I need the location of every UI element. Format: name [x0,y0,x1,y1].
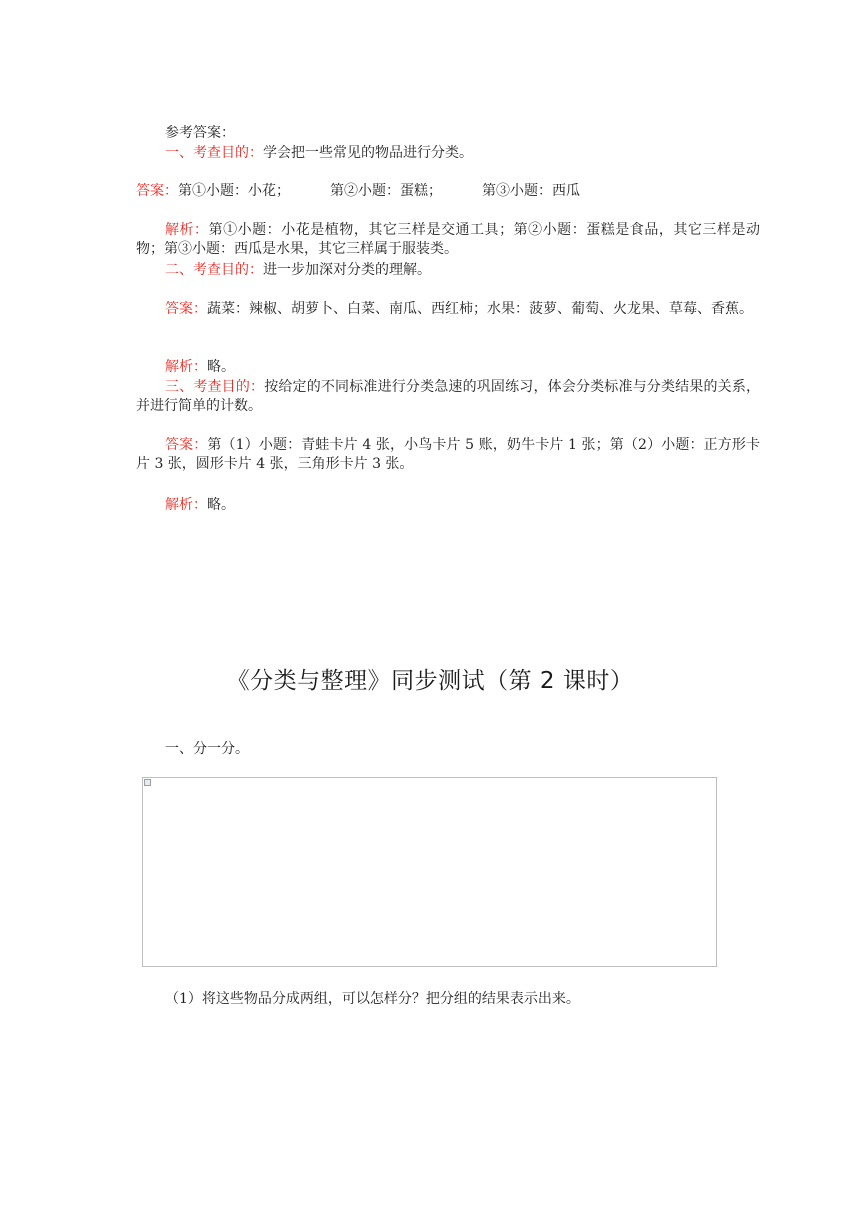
q3-answer [136,436,760,474]
q3-purpose [136,378,760,416]
q2-purpose-label: 考查目的： [193,262,263,278]
q3-analysis [165,496,789,515]
test-title: 《分类与整理》同步测试（第 2 课时） [226,668,634,694]
q1-purpose-label: 考查目的： [193,145,263,161]
q1-answer-part-3: 第③小题：西瓜 [482,183,580,199]
q1-analysis-label: 解析： [165,222,209,238]
q3-analysis-label: 解析： [165,497,207,513]
q3-answer-label: 答案： [165,437,208,453]
q2-answer-text: 蔬菜：辣椒、胡萝卜、白菜、南瓜、西红柿；水果：菠萝、葡萄、火龙果、草莓、香蕉。 [207,301,753,317]
q2-purpose-text: 进一步加深对分类的理解。 [263,262,431,278]
q1-answer-part-2: 第②小题：蛋糕； [330,183,442,199]
q2-analysis-label: 解析： [165,359,207,375]
answers-heading: 参考答案： [165,125,235,141]
q2-answer-label: 答案： [165,301,207,317]
items-image [142,777,717,967]
question-1: （1）将这些物品分成两组，可以怎样分？把分组的结果表示出来。 [165,991,580,1007]
q3-number: 三、 [165,379,194,395]
section-1-heading: 一、分一分。 [165,741,249,757]
q2-purpose [165,261,789,280]
q1-answer [136,182,760,201]
q3-analysis-text: 略。 [207,497,235,513]
broken-image-icon [144,779,151,786]
q2-analysis-text: 略。 [207,359,235,375]
q1-number: 一、 [165,145,193,161]
q1-analysis [136,221,760,259]
q2-number: 二、 [165,262,193,278]
q1-purpose-text: 学会把一些常见的物品进行分类。 [263,145,473,161]
q1-analysis-text: 第①小题：小花是植物，其它三样是交通工具；第②小题：蛋糕是食品，其它三样是动物；第③小题：西瓜是水果，其它三样属于服装类。 [136,222,761,257]
q3-answer-text: 第（1）小题：青蛙卡片 4 张，小鸟卡片 5 账，奶牛卡片 1 张；第（2）小题：正方形卡片 3 张，圆形卡片 4 张，三角形卡片 3 张。 [136,437,760,472]
q2-answer [136,300,760,319]
q1-answer-part-1: 第①小题：小花； [178,183,290,199]
q1-purpose [165,144,789,163]
q3-purpose-text: 按给定的不同标准进行分类急速的巩固练习，体会分类标准与分类结果的关系，并进行简单的计数。 [136,379,761,414]
q1-answer-label: 答案： [136,183,178,199]
q3-purpose-label: 考查目的： [193,379,265,395]
q2-analysis [165,358,789,377]
